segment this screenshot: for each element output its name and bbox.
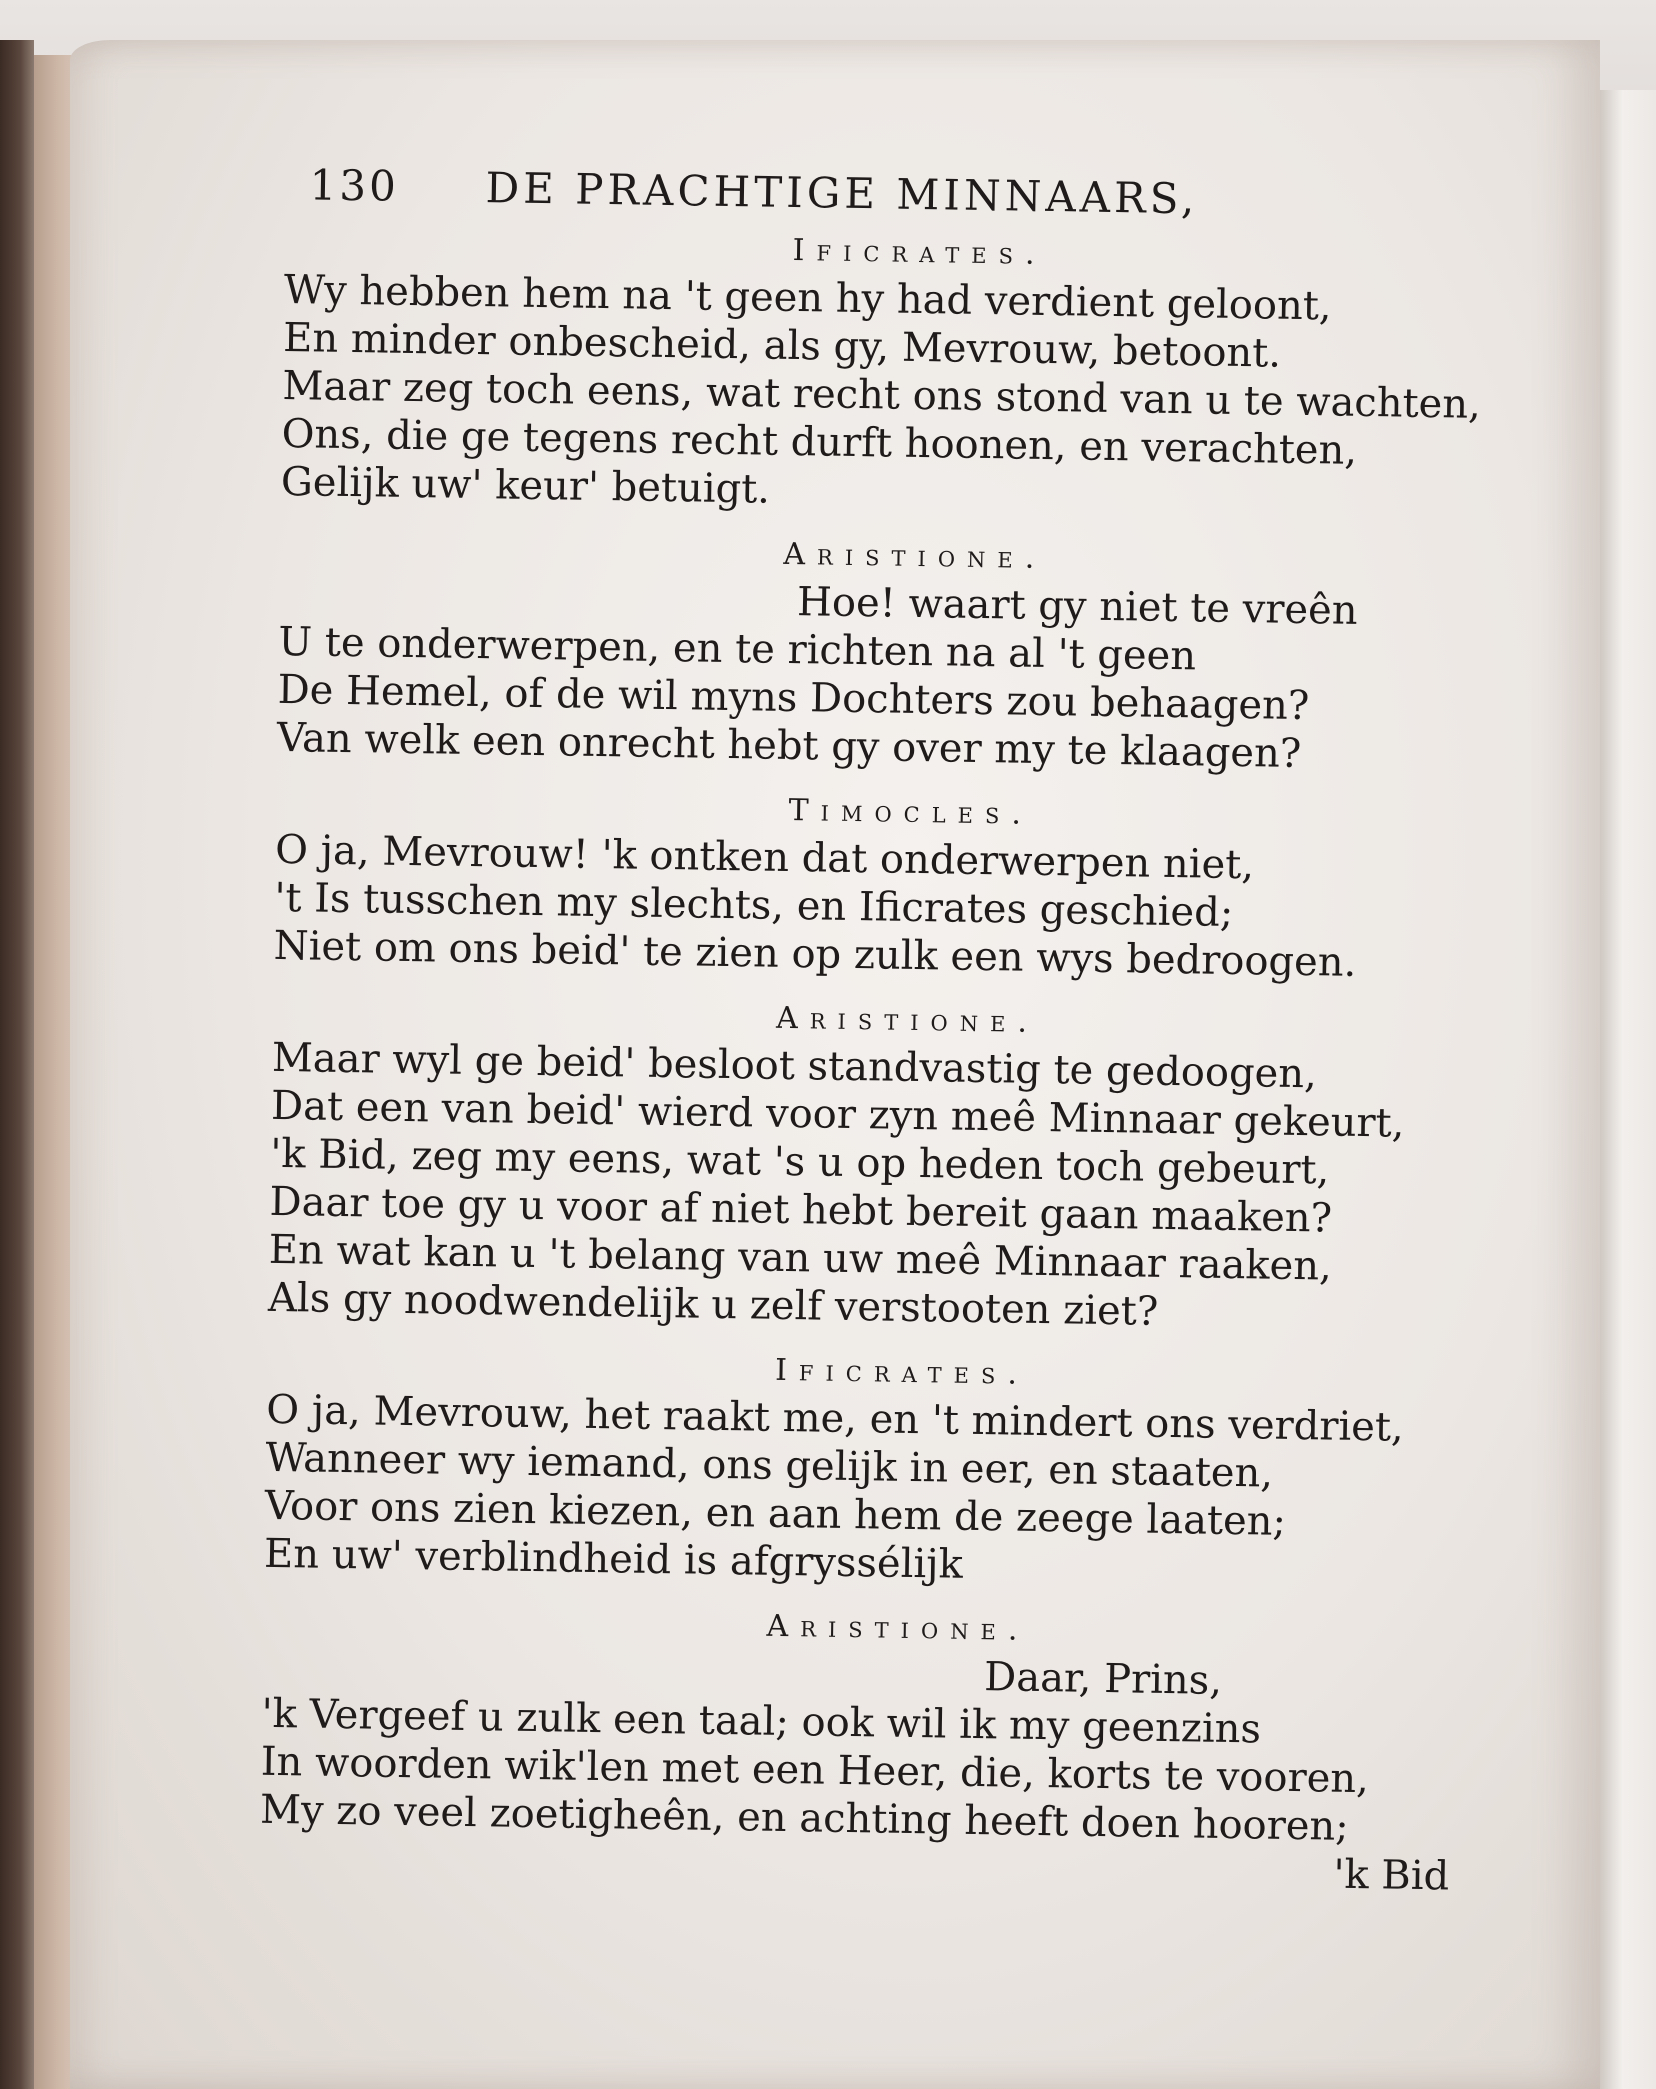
speaker-name: Ificrates.: [774, 1352, 1030, 1392]
facing-page-edge: [1600, 90, 1656, 2089]
verse-line: Niet om ons beid' te zien op zulk een wys bedroogen.: [273, 922, 1357, 986]
catchword: 'k Bid: [1333, 1851, 1450, 1900]
page-number: 130: [309, 160, 400, 211]
page-text: [259, 160, 1536, 1901]
verse-line: Maar zeg toch eens, wat recht ons stond van u te wachten,: [282, 362, 1482, 428]
verse-line: Daar toe gy u voor af niet hebt bereit gaan maaken?: [269, 1178, 1333, 1242]
verse-line: 't Is tusschen my slechts, en Ificrates geschied;: [274, 874, 1234, 936]
verse-line: My zo veel zoetigheên, en achting heeft doen hooren;: [259, 1786, 1350, 1850]
speech-block: [264, 1340, 1518, 1598]
verse-line: Voor ons zien kiezen, en aan hem de zeege laaten;: [264, 1482, 1287, 1545]
verse-line: Als gy noodwendelijk u zelf verstooten ziet?: [267, 1274, 1159, 1335]
verse-line: Hoe! waart gy niet te vreên: [796, 579, 1358, 634]
speech-block: [260, 1596, 1514, 1854]
book-spine: [0, 40, 34, 2089]
speaker-name: Aristione.: [775, 1000, 1040, 1040]
verse-line: De Hemel, of de wil myns Dochters zou behaagen?: [277, 666, 1310, 730]
speaker-name: Timocles.: [788, 792, 1034, 832]
verse-line: Gelijk uw' keur' betuigt.: [280, 458, 771, 513]
verse-line: En minder onbescheid, als gy, Mevrouw, betoont.: [282, 314, 1282, 377]
verse-line: En uw' verblindheid is afgryssélijk: [263, 1530, 964, 1588]
speaker-name: Aristione.: [766, 1608, 1030, 1648]
speech-block: [268, 988, 1523, 1342]
speech-block: [281, 220, 1535, 526]
verse-line: Wy hebben hem na 't geen hy had verdient geloont,: [283, 266, 1332, 330]
running-title: DE PRACHTIGE MINNAARS,: [485, 163, 1199, 224]
speeches: [260, 220, 1535, 1853]
verse-line: U te onderwerpen, en te richten na al 't geen: [278, 618, 1197, 680]
verse-line: In woorden wik'len met een Heer, die, korts te vooren,: [260, 1738, 1370, 1803]
verse-line: 'k Vergeef u zulk een taal; ook wil ik my geenzins: [261, 1690, 1262, 1753]
speech-block: [277, 524, 1531, 782]
speaker-name: Aristione.: [783, 536, 1047, 576]
verse-line: En wat kan u 't belang van uw meê Minnaar raaken,: [268, 1226, 1333, 1290]
verse-line: Maar wyl ge beid' besloot standvastig te gedoogen,: [271, 1034, 1318, 1098]
verse-line: Wanneer wy iemand, ons gelijk in eer, en staaten,: [265, 1434, 1274, 1497]
verse-line: 'k Bid, zeg my eens, wat 's u op heden toch gebeurt,: [270, 1130, 1330, 1194]
verse-line: Van welk een onrecht hebt gy over my te klaagen?: [276, 714, 1302, 778]
verse-line: Daar, Prins,: [983, 1654, 1223, 1704]
verse-line: Ons, die ge tegens recht durft hoonen, en verachten,: [281, 410, 1358, 474]
speech-block: [273, 780, 1526, 990]
verse-line: O ja, Mevrouw, het raakt me, en 't mindert ons verdriet,: [266, 1386, 1405, 1451]
speaker-name: Ificrates.: [792, 232, 1047, 272]
verse-line: O ja, Mevrouw! 'k ontken dat onderwerpen niet,: [274, 826, 1255, 889]
verse-line: Dat een van beid' wierd voor zyn meê Minnaar gekeurt,: [270, 1082, 1405, 1147]
